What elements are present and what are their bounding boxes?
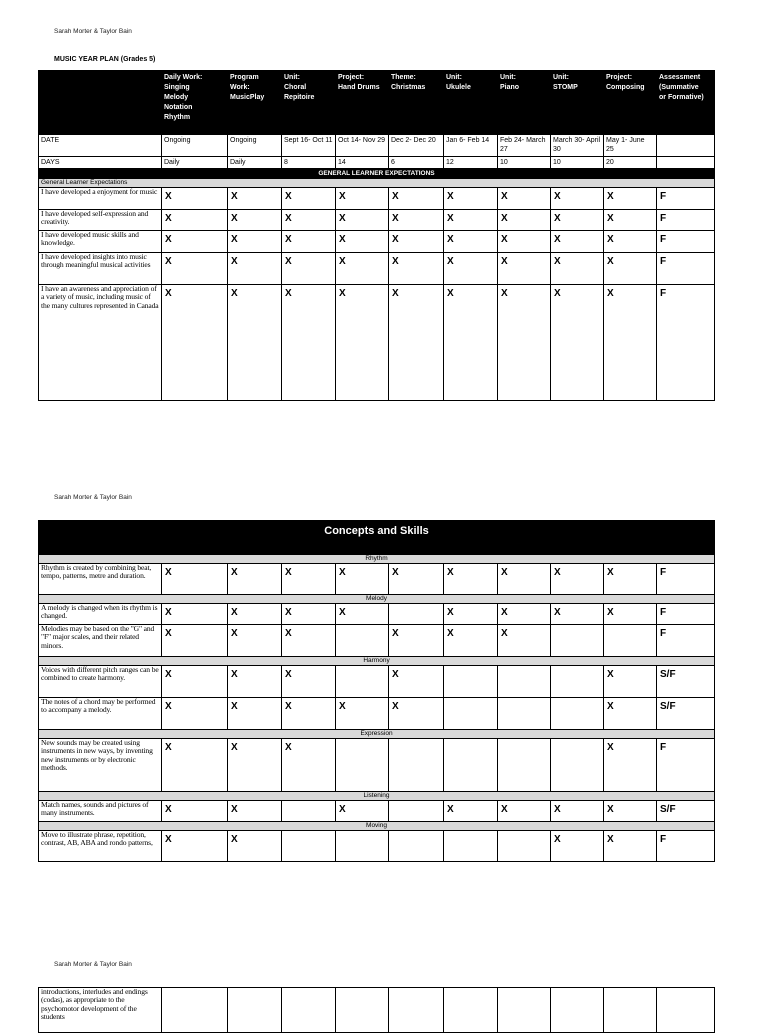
category-row bbox=[39, 730, 715, 739]
date-cell: Oct 14- Nov 29 bbox=[336, 135, 389, 157]
mark-cell: X bbox=[551, 231, 604, 253]
mark-cell: X bbox=[162, 739, 228, 792]
mark-cell: X bbox=[162, 231, 228, 253]
header-christmas: Theme: Christmas bbox=[389, 71, 444, 135]
mark-cell: X bbox=[282, 285, 336, 401]
expectation-row bbox=[39, 188, 715, 210]
mark-cell bbox=[551, 698, 604, 730]
days-cell bbox=[657, 157, 715, 169]
mark-cell: X bbox=[282, 666, 336, 698]
mark-cell: X bbox=[162, 625, 228, 657]
mark-cell: X bbox=[551, 604, 604, 625]
days-cell: 14 bbox=[336, 157, 389, 169]
mark-cell: X bbox=[336, 285, 389, 401]
mark-cell: X bbox=[228, 285, 282, 401]
mark-cell: X bbox=[336, 210, 389, 231]
mark-cell: X bbox=[282, 188, 336, 210]
mark-cell bbox=[282, 831, 336, 862]
assessment-cell bbox=[657, 988, 715, 1033]
assessment-cell: S/F bbox=[657, 666, 715, 698]
mark-cell: X bbox=[389, 188, 444, 210]
mark-cell bbox=[282, 801, 336, 822]
mark-cell: X bbox=[551, 831, 604, 862]
mark-cell: X bbox=[444, 801, 498, 822]
author-credit: Sarah Morter & Taylor Bain bbox=[54, 961, 132, 968]
mark-cell: X bbox=[162, 666, 228, 698]
mark-cell bbox=[336, 625, 389, 657]
assessment-cell: F bbox=[657, 188, 715, 210]
assessment-cell: F bbox=[657, 231, 715, 253]
mark-cell bbox=[444, 698, 498, 730]
concept-text: A melody is changed when its rhythm is changed. bbox=[39, 604, 162, 625]
mark-cell bbox=[228, 988, 282, 1033]
expectation-row bbox=[39, 285, 715, 401]
mark-cell: X bbox=[444, 231, 498, 253]
expectation-row bbox=[39, 210, 715, 231]
mark-cell: X bbox=[604, 210, 657, 231]
header-program-work: Program Work: MusicPlay bbox=[228, 71, 282, 135]
mark-cell: X bbox=[444, 210, 498, 231]
days-cell: 20 bbox=[604, 157, 657, 169]
mark-cell bbox=[336, 831, 389, 862]
mark-cell: X bbox=[604, 285, 657, 401]
category-melody: Melody bbox=[39, 595, 715, 604]
expectation-text: I have developed music skills and knowledge. bbox=[39, 231, 162, 253]
assessment-cell: F bbox=[657, 625, 715, 657]
mark-cell: X bbox=[282, 210, 336, 231]
mark-cell: X bbox=[444, 188, 498, 210]
mark-cell: X bbox=[389, 210, 444, 231]
mark-cell: X bbox=[228, 188, 282, 210]
category-row bbox=[39, 822, 715, 831]
days-cell: 8 bbox=[282, 157, 336, 169]
concept-row bbox=[39, 698, 715, 730]
mark-cell: X bbox=[228, 625, 282, 657]
category-row bbox=[39, 657, 715, 666]
assessment-cell: F bbox=[657, 285, 715, 401]
mark-cell bbox=[604, 625, 657, 657]
mark-cell bbox=[498, 666, 551, 698]
date-row bbox=[39, 135, 715, 157]
mark-cell: X bbox=[604, 666, 657, 698]
header-assessment: Assessment (Summative or Formative) bbox=[657, 71, 715, 135]
assessment-cell: F bbox=[657, 604, 715, 625]
concept-text: Rhythm is created by combining beat, tempo, patterns, metre and duration. bbox=[39, 564, 162, 595]
mark-cell: X bbox=[551, 210, 604, 231]
mark-cell: X bbox=[162, 210, 228, 231]
header-ukulele: Unit: Ukulele bbox=[444, 71, 498, 135]
mark-cell bbox=[498, 698, 551, 730]
concept-row bbox=[39, 988, 715, 1033]
subheader-row bbox=[39, 179, 715, 188]
year-plan-table bbox=[38, 70, 715, 401]
assessment-cell: F bbox=[657, 253, 715, 285]
author-credit: Sarah Morter & Taylor Bain bbox=[54, 494, 132, 501]
mark-cell bbox=[389, 604, 444, 625]
mark-cell: X bbox=[498, 253, 551, 285]
column-header-row bbox=[39, 71, 715, 135]
concepts-title-row bbox=[39, 521, 715, 555]
mark-cell: X bbox=[336, 698, 389, 730]
mark-cell: X bbox=[604, 253, 657, 285]
mark-cell bbox=[498, 831, 551, 862]
mark-cell: X bbox=[604, 231, 657, 253]
mark-cell: X bbox=[336, 604, 389, 625]
concept-text: New sounds may be created using instruments in new ways, by inventing new instruments or by electronic methods. bbox=[39, 739, 162, 792]
subheader-label: General Learner Expectations bbox=[39, 179, 715, 188]
mark-cell: X bbox=[604, 698, 657, 730]
mark-cell: X bbox=[228, 253, 282, 285]
expectation-text: I have developed self-expression and creativity. bbox=[39, 210, 162, 231]
mark-cell: X bbox=[162, 698, 228, 730]
mark-cell: X bbox=[498, 801, 551, 822]
mark-cell: X bbox=[389, 625, 444, 657]
mark-cell: X bbox=[444, 253, 498, 285]
mark-cell: X bbox=[282, 698, 336, 730]
section-bar bbox=[39, 169, 715, 179]
mark-cell bbox=[444, 831, 498, 862]
concept-row bbox=[39, 831, 715, 862]
mark-cell: X bbox=[336, 564, 389, 595]
concept-row bbox=[39, 564, 715, 595]
assessment-cell: S/F bbox=[657, 698, 715, 730]
concepts-title: Concepts and Skills bbox=[39, 521, 715, 555]
mark-cell: X bbox=[551, 285, 604, 401]
mark-cell: X bbox=[498, 210, 551, 231]
date-label: DATE bbox=[39, 135, 162, 157]
category-harmony: Harmony bbox=[39, 657, 715, 666]
mark-cell: X bbox=[498, 231, 551, 253]
mark-cell: X bbox=[162, 564, 228, 595]
mark-cell: X bbox=[228, 831, 282, 862]
days-cell: 10 bbox=[551, 157, 604, 169]
days-label: DAYS bbox=[39, 157, 162, 169]
header-choral: Unit: Choral Repitoire bbox=[282, 71, 336, 135]
assessment-cell: F bbox=[657, 564, 715, 595]
category-moving: Moving bbox=[39, 822, 715, 831]
mark-cell: X bbox=[444, 625, 498, 657]
mark-cell bbox=[604, 988, 657, 1033]
header-piano: Unit: Piano bbox=[498, 71, 551, 135]
category-expression: Expression bbox=[39, 730, 715, 739]
header-corner bbox=[39, 71, 162, 135]
mark-cell bbox=[162, 988, 228, 1033]
mark-cell bbox=[444, 988, 498, 1033]
mark-cell bbox=[389, 739, 444, 792]
mark-cell: X bbox=[551, 564, 604, 595]
expectation-row bbox=[39, 253, 715, 285]
mark-cell: X bbox=[228, 739, 282, 792]
date-cell: Feb 24- March 27 bbox=[498, 135, 551, 157]
mark-cell: X bbox=[389, 698, 444, 730]
mark-cell bbox=[498, 988, 551, 1033]
concept-row bbox=[39, 625, 715, 657]
mark-cell: X bbox=[389, 666, 444, 698]
mark-cell: X bbox=[162, 801, 228, 822]
mark-cell: X bbox=[228, 210, 282, 231]
expectation-text: I have an awareness and appreciation of a variety of music, including music of the many cultures represented in Canada bbox=[39, 285, 162, 401]
mark-cell: X bbox=[336, 801, 389, 822]
mark-cell: X bbox=[604, 739, 657, 792]
mark-cell: X bbox=[162, 604, 228, 625]
days-cell: 10 bbox=[498, 157, 551, 169]
date-cell: Dec 2- Dec 20 bbox=[389, 135, 444, 157]
mark-cell: X bbox=[604, 801, 657, 822]
mark-cell: X bbox=[389, 231, 444, 253]
header-composing: Project: Composing bbox=[604, 71, 657, 135]
days-cell: 6 bbox=[389, 157, 444, 169]
mark-cell: X bbox=[336, 253, 389, 285]
mark-cell: X bbox=[498, 604, 551, 625]
mark-cell: X bbox=[336, 231, 389, 253]
category-row bbox=[39, 555, 715, 564]
mark-cell bbox=[444, 666, 498, 698]
mark-cell: X bbox=[162, 285, 228, 401]
mark-cell: X bbox=[336, 188, 389, 210]
mark-cell: X bbox=[604, 831, 657, 862]
mark-cell: X bbox=[389, 253, 444, 285]
mark-cell: X bbox=[498, 285, 551, 401]
expectation-text: I have developed insights into music through meaningful musical activities bbox=[39, 253, 162, 285]
mark-cell: X bbox=[551, 801, 604, 822]
concept-text: Match names, sounds and pictures of many instruments. bbox=[39, 801, 162, 822]
concept-text: Melodies may be based on the "G" and "F" major scales, and their related minors. bbox=[39, 625, 162, 657]
date-cell bbox=[657, 135, 715, 157]
mark-cell bbox=[551, 739, 604, 792]
mark-cell: X bbox=[604, 188, 657, 210]
continued-table bbox=[38, 987, 715, 1033]
date-cell: Sept 16- Oct 11 bbox=[282, 135, 336, 157]
days-cell: 12 bbox=[444, 157, 498, 169]
mark-cell: X bbox=[162, 831, 228, 862]
date-cell: Jan 6- Feb 14 bbox=[444, 135, 498, 157]
mark-cell bbox=[389, 801, 444, 822]
days-row bbox=[39, 157, 715, 169]
date-cell: Ongoing bbox=[228, 135, 282, 157]
mark-cell: X bbox=[228, 604, 282, 625]
mark-cell: X bbox=[282, 604, 336, 625]
assessment-cell: F bbox=[657, 831, 715, 862]
concept-row bbox=[39, 604, 715, 625]
mark-cell: X bbox=[282, 739, 336, 792]
mark-cell: X bbox=[444, 564, 498, 595]
date-cell: March 30- April 30 bbox=[551, 135, 604, 157]
concept-text: The notes of a chord may be performed to accompany a melody. bbox=[39, 698, 162, 730]
mark-cell: X bbox=[228, 801, 282, 822]
mark-cell: X bbox=[389, 285, 444, 401]
mark-cell: X bbox=[282, 564, 336, 595]
header-hand-drums: Project: Hand Drums bbox=[336, 71, 389, 135]
mark-cell: X bbox=[604, 604, 657, 625]
concept-row bbox=[39, 666, 715, 698]
category-rhythm: Rhythm bbox=[39, 555, 715, 564]
mark-cell: X bbox=[498, 564, 551, 595]
mark-cell: X bbox=[228, 564, 282, 595]
mark-cell: X bbox=[228, 698, 282, 730]
mark-cell: X bbox=[282, 231, 336, 253]
concept-row bbox=[39, 801, 715, 822]
header-stomp: Unit: STOMP bbox=[551, 71, 604, 135]
mark-cell bbox=[336, 988, 389, 1033]
date-cell: Ongoing bbox=[162, 135, 228, 157]
assessment-cell: F bbox=[657, 210, 715, 231]
mark-cell bbox=[389, 988, 444, 1033]
mark-cell bbox=[389, 831, 444, 862]
mark-cell: X bbox=[162, 253, 228, 285]
mark-cell bbox=[498, 739, 551, 792]
author-credit: Sarah Morter & Taylor Bain bbox=[54, 28, 132, 35]
concepts-skills-table bbox=[38, 520, 715, 862]
mark-cell: X bbox=[551, 188, 604, 210]
section-bar-label: GENERAL LEARNER EXPECTATIONS bbox=[39, 169, 715, 179]
mark-cell: X bbox=[444, 604, 498, 625]
mark-cell: X bbox=[444, 285, 498, 401]
mark-cell bbox=[282, 988, 336, 1033]
mark-cell: X bbox=[498, 625, 551, 657]
category-row bbox=[39, 595, 715, 604]
days-cell: Daily bbox=[162, 157, 228, 169]
mark-cell: X bbox=[228, 231, 282, 253]
mark-cell bbox=[336, 739, 389, 792]
mark-cell: X bbox=[228, 666, 282, 698]
mark-cell bbox=[551, 988, 604, 1033]
concept-text: Move to illustrate phrase, repetition, contrast, AB, ABA and rondo patterns, bbox=[39, 831, 162, 862]
mark-cell bbox=[551, 625, 604, 657]
header-daily-work: Daily Work: Singing Melody Notation Rhythm bbox=[162, 71, 228, 135]
mark-cell: X bbox=[498, 188, 551, 210]
mark-cell bbox=[336, 666, 389, 698]
expectation-text: I have developed a enjoyment for music bbox=[39, 188, 162, 210]
mark-cell: X bbox=[604, 564, 657, 595]
mark-cell: X bbox=[162, 188, 228, 210]
category-row bbox=[39, 792, 715, 801]
category-listening: Listening bbox=[39, 792, 715, 801]
assessment-cell: S/F bbox=[657, 801, 715, 822]
mark-cell: X bbox=[282, 253, 336, 285]
mark-cell: X bbox=[389, 564, 444, 595]
plan-title: MUSIC YEAR PLAN (Grades 5) bbox=[54, 56, 156, 63]
expectation-row bbox=[39, 231, 715, 253]
mark-cell: X bbox=[282, 625, 336, 657]
mark-cell: X bbox=[551, 253, 604, 285]
days-cell: Daily bbox=[228, 157, 282, 169]
mark-cell bbox=[551, 666, 604, 698]
date-cell: May 1- June 25 bbox=[604, 135, 657, 157]
concept-text: introductions, interludes and endings (codas), as appropriate to the psychomotor development of the students bbox=[39, 988, 162, 1033]
assessment-cell: F bbox=[657, 739, 715, 792]
concept-text: Voices with different pitch ranges can be combined to create harmony. bbox=[39, 666, 162, 698]
concept-row bbox=[39, 739, 715, 792]
mark-cell bbox=[444, 739, 498, 792]
